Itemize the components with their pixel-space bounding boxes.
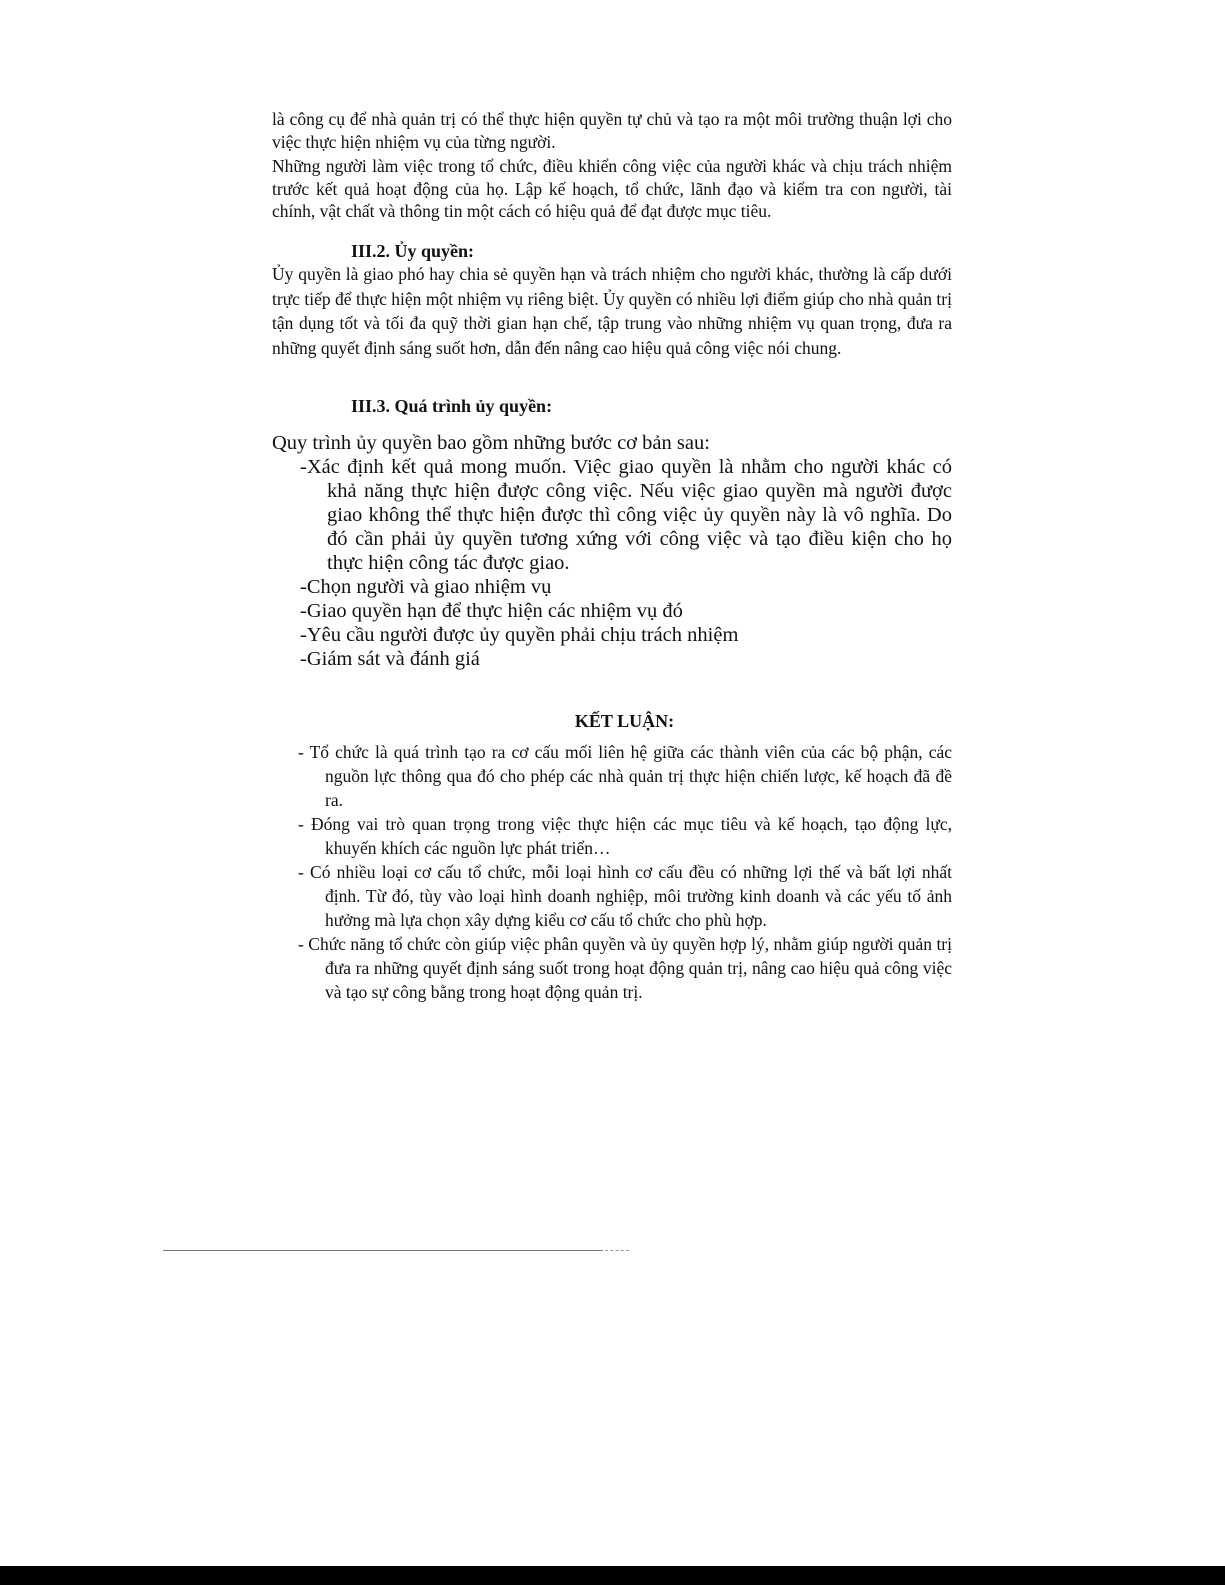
- section-2-body: Ủy quyền là giao phó hay chia sẻ quyền hạn và trách nhiệm cho người khác, thường là cấp dưới trực tiếp để thực hiện một nhiệm vụ riêng biệt. Ủy quyền có nhiều lợi điểm giúp cho nhà quản trị tận dụng tốt và tối đa quỹ thời gian hạn chế, tập trung vào những nhiệm vụ quan trọng, đưa ra những quyết định sáng suốt hơn, dẫn đến nâng cao hiệu quả công việc nói chung.: [272, 264, 952, 358]
- delegation-steps-list: [300, 455, 952, 671]
- list-item: -Giám sát và đánh giá: [300, 648, 480, 670]
- footnote-separator-tail: [605, 1250, 629, 1251]
- list-item: -Giao quyền hạn để thực hiện các nhiệm vụ đó: [300, 600, 683, 622]
- list-item: - Đóng vai trò quan trọng trong việc thực hiện các mục tiêu và kế hoạch, tạo động lực, khuyến khích các nguồn lực phát triển…: [298, 814, 952, 858]
- page-bottom-edge: [0, 1566, 1225, 1585]
- section-2-body-block: [272, 262, 952, 360]
- conclusion-list: [298, 740, 952, 1004]
- intro-section: [272, 108, 952, 223]
- list-item: -Yêu cầu người được ủy quyền phải chịu trách nhiệm: [300, 624, 739, 646]
- conclusion-title: KẾT LUẬN:: [574, 711, 675, 731]
- footnote-separator: [163, 1250, 603, 1251]
- list-item: -Chọn người và giao nhiệm vụ: [300, 576, 552, 598]
- list-item: - Tổ chức là quá trình tạo ra cơ cấu mối liên hệ giữa các thành viên của các bộ phận, các nguồn lực thông qua đó cho phép các nhà quản trị thực hiện chiến lược, kế hoạch đã đề ra.: [298, 742, 952, 810]
- section-3-intro-block: [272, 431, 952, 455]
- list-item: -Xác định kết quả mong muốn. Việc giao quyền là nhằm cho người khác có khả năng thực hiện được công việc. Nếu việc giao quyền mà người được giao không thể thực hiện được thì công việc ủy quyền này là vô nghĩa. Do đó cần phải ủy quyền tương xứng với công việc và tạo điều kiện cho họ thực hiện công tác được giao.: [300, 456, 952, 574]
- list-item: - Có nhiều loại cơ cấu tổ chức, mỗi loại hình cơ cấu đều có những lợi thế và bất lợi nhất định. Từ đó, tùy vào loại hình doanh nghiệp, môi trường kinh doanh và các yếu tố ảnh hưởng mà lựa chọn xây dựng kiểu cơ cấu tổ chức cho phù hợp.: [298, 862, 952, 930]
- intro-paragraph-1: là công cụ để nhà quản trị có thể thực hiện quyền tự chủ và tạo ra một môi trường thuận lợi cho việc thực hiện nhiệm vụ của từng người.: [272, 109, 952, 152]
- section-2-heading: III.2. Ủy quyền:: [351, 241, 475, 261]
- list-item: - Chức năng tổ chức còn giúp việc phân quyền và ủy quyền hợp lý, nhằm giúp người quản trị đưa ra những quyết định sáng suốt trong hoạt động quản trị, nâng cao hiệu quả công việc và tạo sự công bằng trong hoạt động quản trị.: [298, 934, 952, 1002]
- section-3-heading: III.3. Quá trình ủy quyền:: [351, 396, 553, 416]
- section-3-intro: Quy trình ủy quyền bao gồm những bước cơ bản sau:: [272, 432, 710, 454]
- intro-paragraph-2: Những người làm việc trong tổ chức, điều khiển công việc của người khác và chịu trách nhiệm trước kết quả hoạt động của họ. Lập kế hoạch, tổ chức, lãnh đạo và kiểm tra con người, tài chính, vật chất và thông tin một cách có hiệu quả để đạt được mục tiêu.: [272, 156, 952, 221]
